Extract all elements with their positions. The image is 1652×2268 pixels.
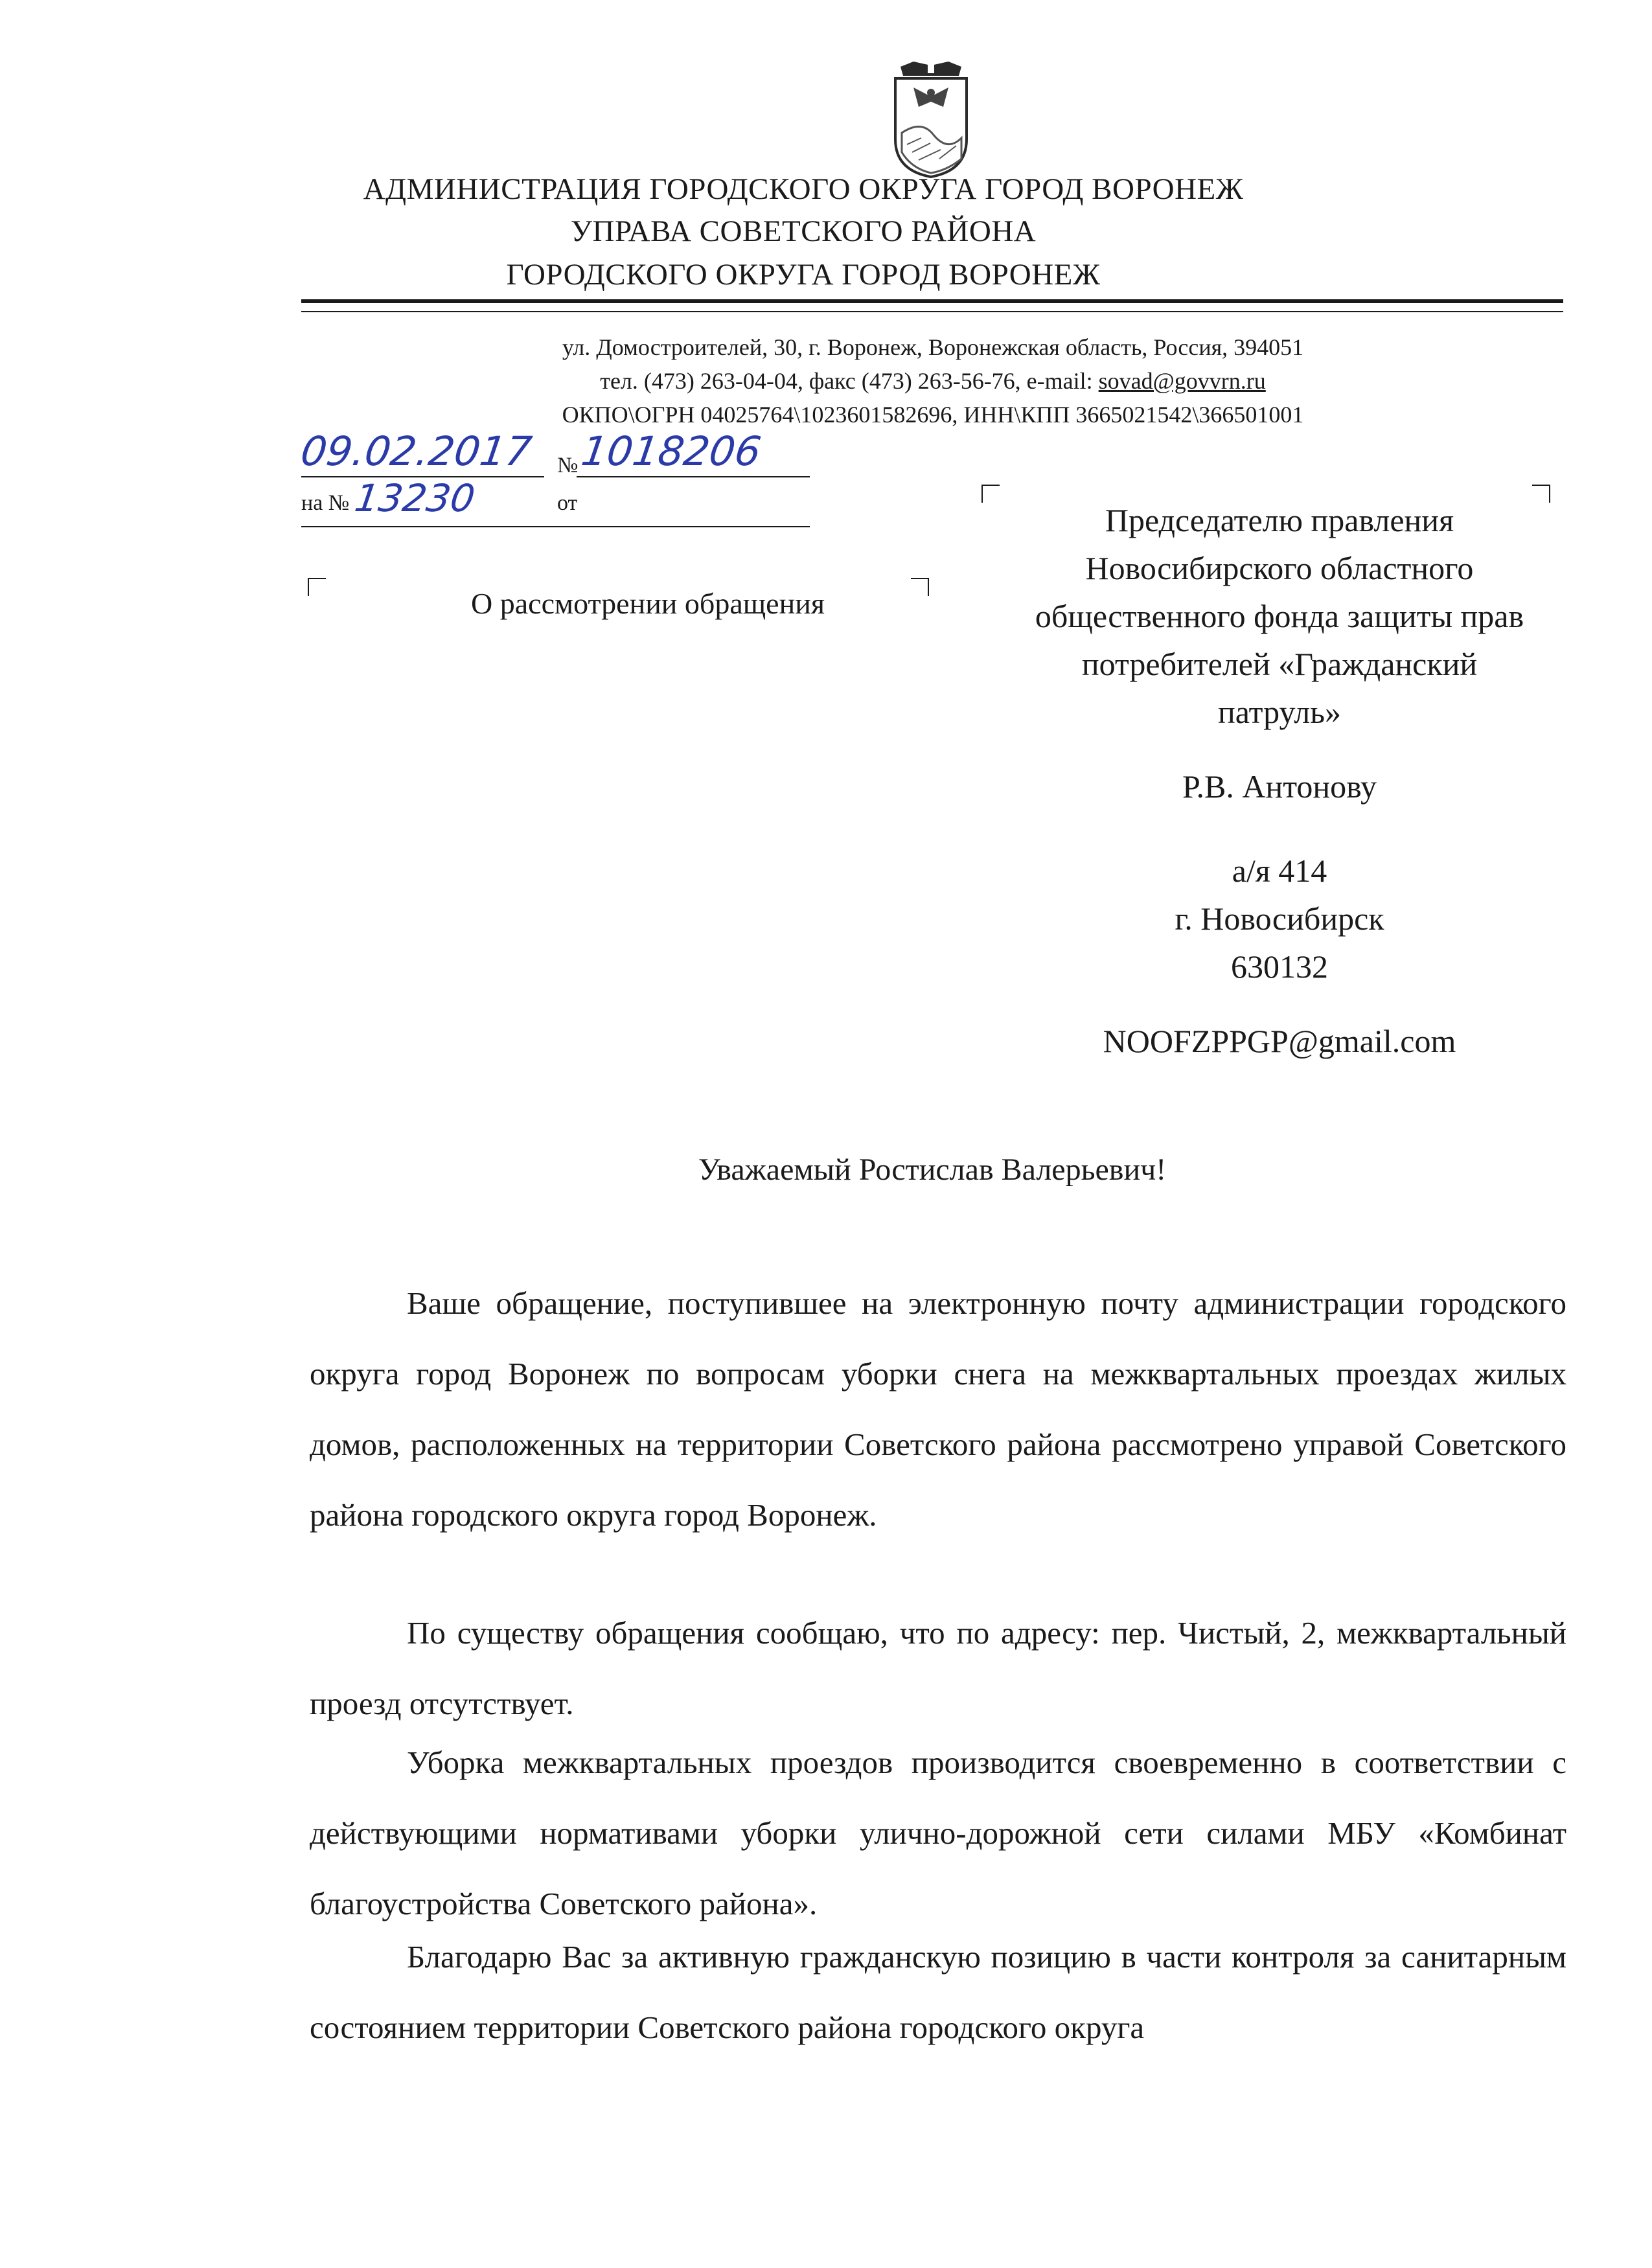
org-email-link[interactable]: sovad@govvrn.ru <box>1098 368 1266 394</box>
letter-subject: О рассмотрении обращения <box>471 587 825 620</box>
recipient-address-line: а/я 414 <box>1232 853 1327 889</box>
body-paragraph-1: Ваше обращение, поступившее на электронную почту администрации городского округа город Воронеж по вопросам уборки снега на межквартальных проездах жилых домов, расположенных на территории Советского района рассмотрено управой Советского района городского округа город Воронеж. <box>310 1285 1566 1533</box>
org-title-line-3: ГОРОДСКОГО ОКРУГА ГОРОД ВОРОНЕЖ <box>506 258 1101 292</box>
org-phone-line <box>421 367 1445 395</box>
recipient-title-line: Председателю правления <box>1105 502 1454 538</box>
coat-of-arms-icon <box>876 62 986 178</box>
recipient-title-line: потребителей «Гражданский <box>1081 646 1478 682</box>
number-label: № <box>557 453 579 477</box>
org-title-line-1: АДМИНИСТРАЦИЯ ГОРОДСКОГО ОКРУГА ГОРОД ВОРОНЕЖ <box>363 172 1244 206</box>
recipient-address-line: г. Новосибирск <box>1175 900 1384 937</box>
reply-to-number: 13230 <box>352 476 478 520</box>
body-paragraph-4: Благодарю Вас за активную гражданскую позицию в части контроля за санитарным состоянием территории Советского района городского округа <box>310 1939 1566 2045</box>
salutation: Уважаемый Ростислав Валерьевич! <box>698 1152 1167 1187</box>
header-divider-thick <box>301 299 1563 303</box>
reply-underline <box>301 526 810 527</box>
recipient-email: NOOFZPPGP@gmail.com <box>1103 1023 1456 1059</box>
recipient-title-line: патруль» <box>1217 694 1341 730</box>
from-label: от <box>557 491 578 515</box>
outgoing-number: 1018206 <box>578 428 764 475</box>
org-title-line-2: УПРАВА СОВЕТСКОГО РАЙОНА <box>570 214 1037 248</box>
recipient-name: Р.В. Антонову <box>1182 768 1377 805</box>
recipient-address <box>972 847 1587 991</box>
subject-corner-left <box>308 578 326 596</box>
org-address: ул. Домостроителей, 30, г. Воронеж, Воронежская область, Россия, 394051 <box>562 334 1304 360</box>
org-registry-codes: ОКПО\ОГРН 04025764\1023601582696, ИНН\КПП 3665021542\366501001 <box>562 402 1304 428</box>
recipient-title-line: общественного фонда защиты прав <box>1035 598 1524 634</box>
body-paragraph-3: Уборка межквартальных проездов производится своевременно в соответствии с действующими нормативами уборки улично-дорожной сети силами МБУ «Комбинат благоустройства Советского района». <box>310 1745 1566 1921</box>
number-underline <box>577 476 810 477</box>
org-phone-fax: тел. (473) 263-04-04, факс (473) 263-56-76, e-mail: <box>600 368 1099 394</box>
outgoing-date: 09.02.2017 <box>297 428 535 475</box>
body-paragraph-2: По существу обращения сообщаю, что по адресу: пер. Чистый, 2, межквартальный проезд отсутствует. <box>310 1615 1566 1721</box>
recipient-title <box>972 496 1587 736</box>
recipient-address-line: 630132 <box>1231 948 1328 985</box>
reply-to-label: на № <box>301 491 350 515</box>
recipient-title-line: Новосибирского областного <box>1085 550 1474 586</box>
header-divider-thin <box>301 311 1563 312</box>
